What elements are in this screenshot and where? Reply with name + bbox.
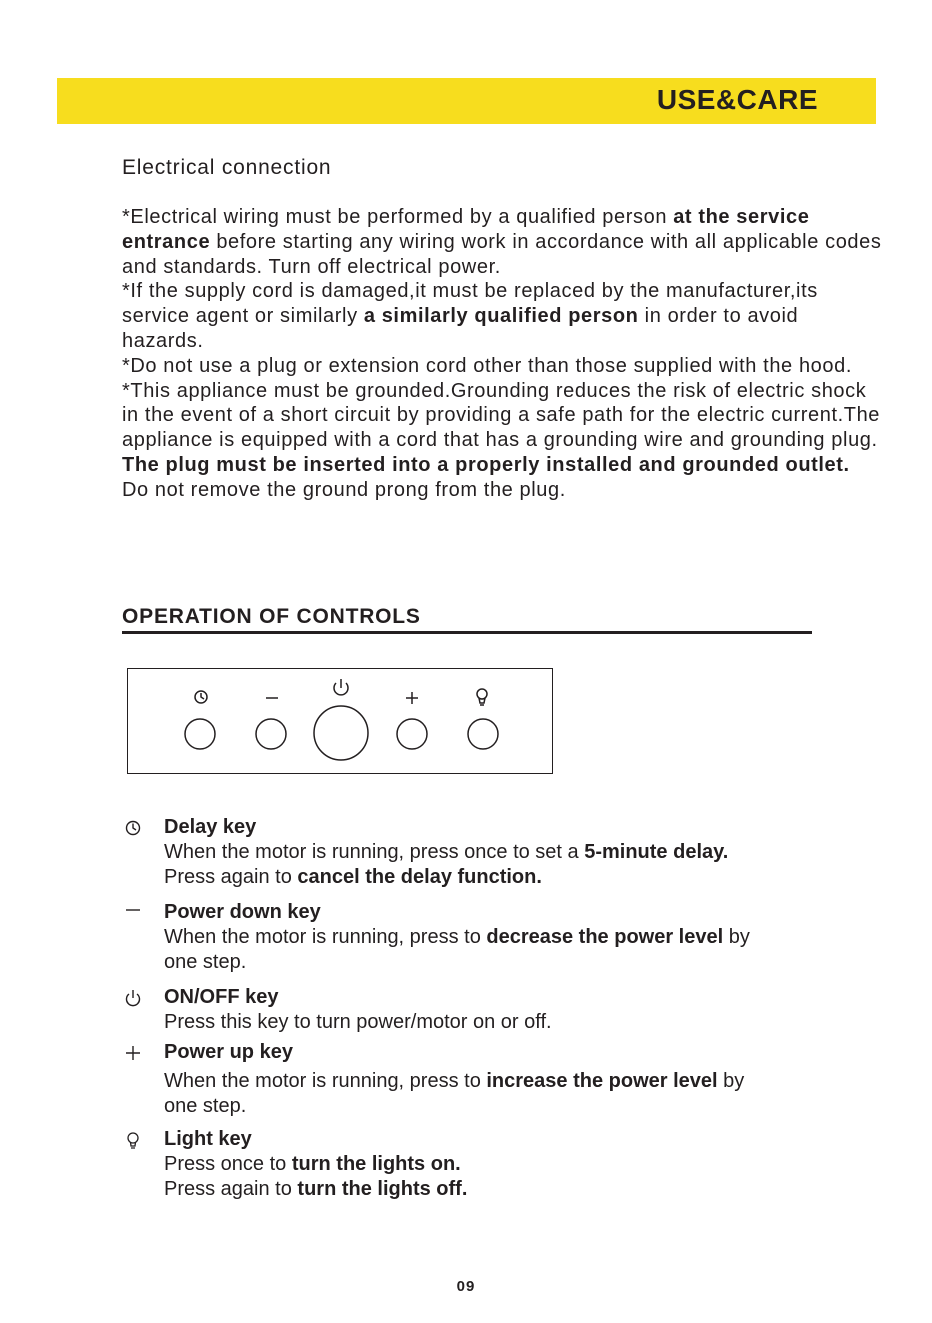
control-panel-svg <box>128 669 554 775</box>
panel-clock-icon <box>195 691 207 703</box>
electrical-connection-body <box>122 205 882 503</box>
control-panel-diagram <box>127 668 553 774</box>
key-title: Power up key <box>164 1041 293 1063</box>
key-title: Light key <box>164 1128 252 1150</box>
plus-icon <box>122 1042 144 1064</box>
key-title: Power down key <box>164 901 321 923</box>
panel-power-up-button[interactable] <box>397 719 427 749</box>
clock-icon <box>122 817 144 839</box>
bulb-icon <box>122 1129 144 1151</box>
electrical-connection-heading: Electrical connection <box>122 156 332 179</box>
paragraph-plug: *Do not use a plug or extension cord other than those supplied with the hood. <box>122 354 852 377</box>
paragraph-grounding: *This appliance must be grounded.Grounding reduces the risk of electric shock in the event of a short circuit by providing a safe path for the electric current.The appliance is equipped with a cord that has a grounding wire and grounding plug. The plug must be inserted into a properly installed and grounded outlet. Do not remove the ground prong from the plug. <box>122 379 881 501</box>
page-number: 09 <box>456 1278 476 1295</box>
paragraph-supply-cord: *If the supply cord is damaged,it must be replaced by the manufacturer,its service agent or similarly a similarly qualified person in order to avoid hazards. <box>122 280 818 352</box>
page-title: USE&CARE <box>656 84 818 115</box>
panel-light-button[interactable] <box>468 719 498 749</box>
panel-bulb-icon <box>477 689 487 705</box>
power-icon <box>122 987 144 1009</box>
key-title: Delay key <box>164 816 257 838</box>
key-title: ON/OFF key <box>164 986 279 1008</box>
paragraph-wiring: *Electrical wiring must be performed by a qualified person at the service entrance before starting any wiring work in accordance with all applicable codes and standards. Turn off electrical power. <box>122 206 882 278</box>
minus-icon <box>122 902 144 924</box>
panel-delay-button[interactable] <box>185 719 215 749</box>
header-bar <box>57 78 876 124</box>
operation-of-controls-heading: OPERATION OF CONTROLS <box>122 605 812 634</box>
panel-power-down-button[interactable] <box>256 719 286 749</box>
panel-power-icon <box>334 679 348 695</box>
panel-plus-icon <box>406 692 418 704</box>
panel-on-off-button[interactable] <box>314 706 368 760</box>
